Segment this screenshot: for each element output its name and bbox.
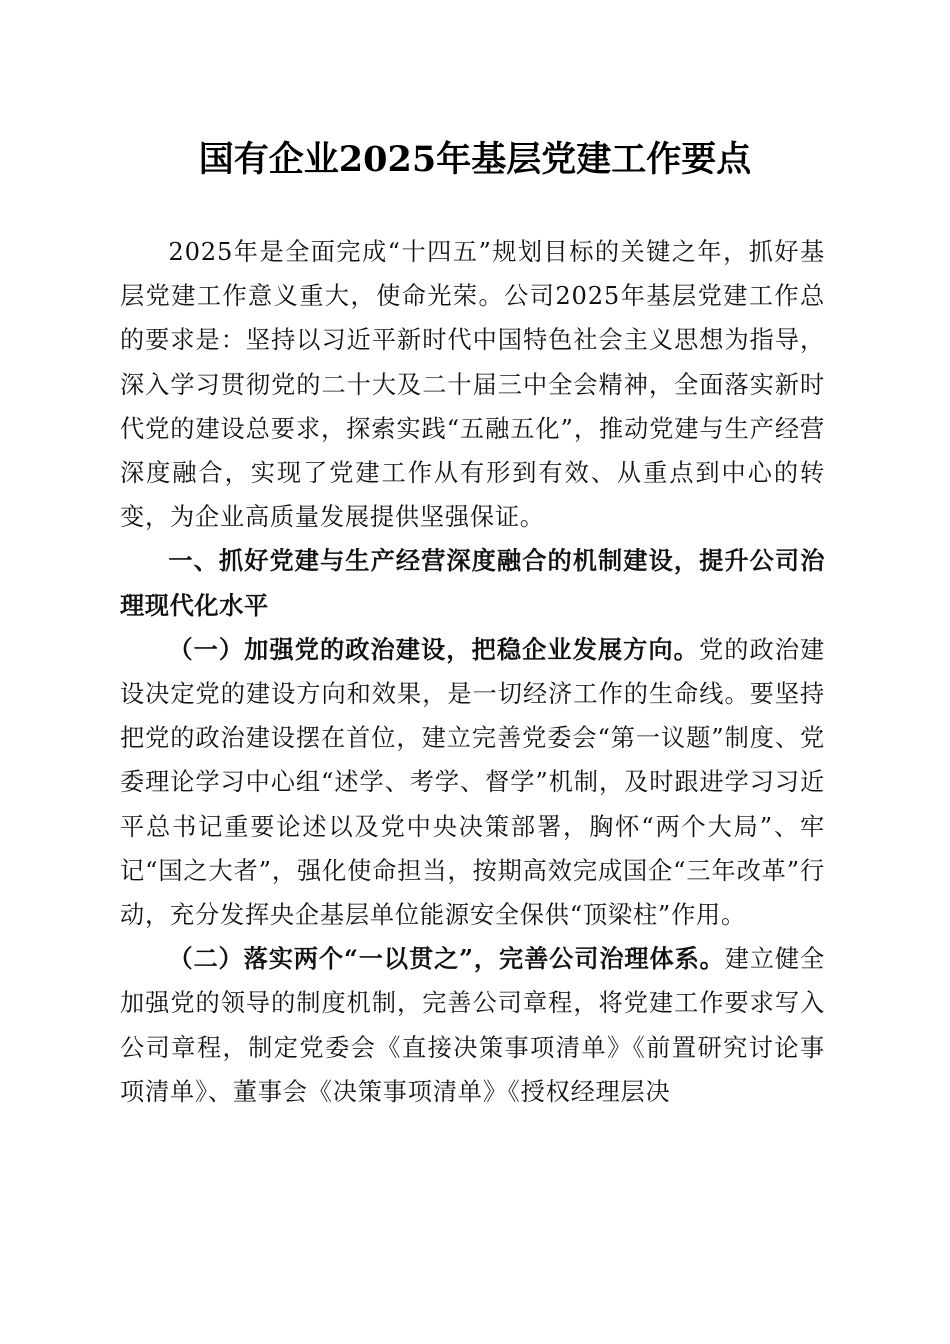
item-text-1: 党的政治建设决定党的建设方向和效果，是一切经济工作的生命线。要坚持把党的政治建设摆在首位，建立完善党委会“第一议题”制度、党委理论学习中心组“述学、考学、督学”机制，及时跟进学习习近平总书记重要论述以及党中央决策部署，胸怀“两个大局”、牢记“国之大者”，强化使命担当，按期高效完成国企“三年改革”行动，充分发挥央企基层单位能源安全保供“顶梁柱”作用。 [120,635,825,930]
section-heading: 一、抓好党建与生产经营深度融合的机制建设，提升公司治理现代化水平 [120,547,825,620]
item-heading-1: （一）加强党的政治建设，把稳企业发展方向。 [168,634,699,664]
item-text-2: 建立健全加强党的领导的制度机制，完善公司章程，将党建工作要求写入公司章程，制定党委会《直接决策事项清单》《前置研究讨论事项清单》、董事会《决策事项清单》《授权经理层决 [120,945,826,1106]
item-paragraph-1 [120,628,825,937]
item-paragraph-2 [120,937,825,1114]
item-heading-2: （二）落实两个“一以贯之”，完善公司治理体系。 [168,944,725,974]
intro-paragraph: 2025年是全面完成“十四五”规划目标的关键之年，抓好基层党建工作意义重大，使命光荣。公司2025年基层党建工作总的要求是：坚持以习近平新时代中国特色社会主义思想为指导，深入学习贯彻党的二十大及二十届三中全会精神，全面落实新时代党的建设总要求，探索实践“五融五化”，推动党建与生产经营深度融合，实现了党建工作从有形到有效、从重点到中心的转变，为企业高质量发展提供坚强保证。 [120,238,825,532]
document-title: 国有企业2025年基层党建工作要点 [198,139,752,180]
document-body [120,230,825,1114]
